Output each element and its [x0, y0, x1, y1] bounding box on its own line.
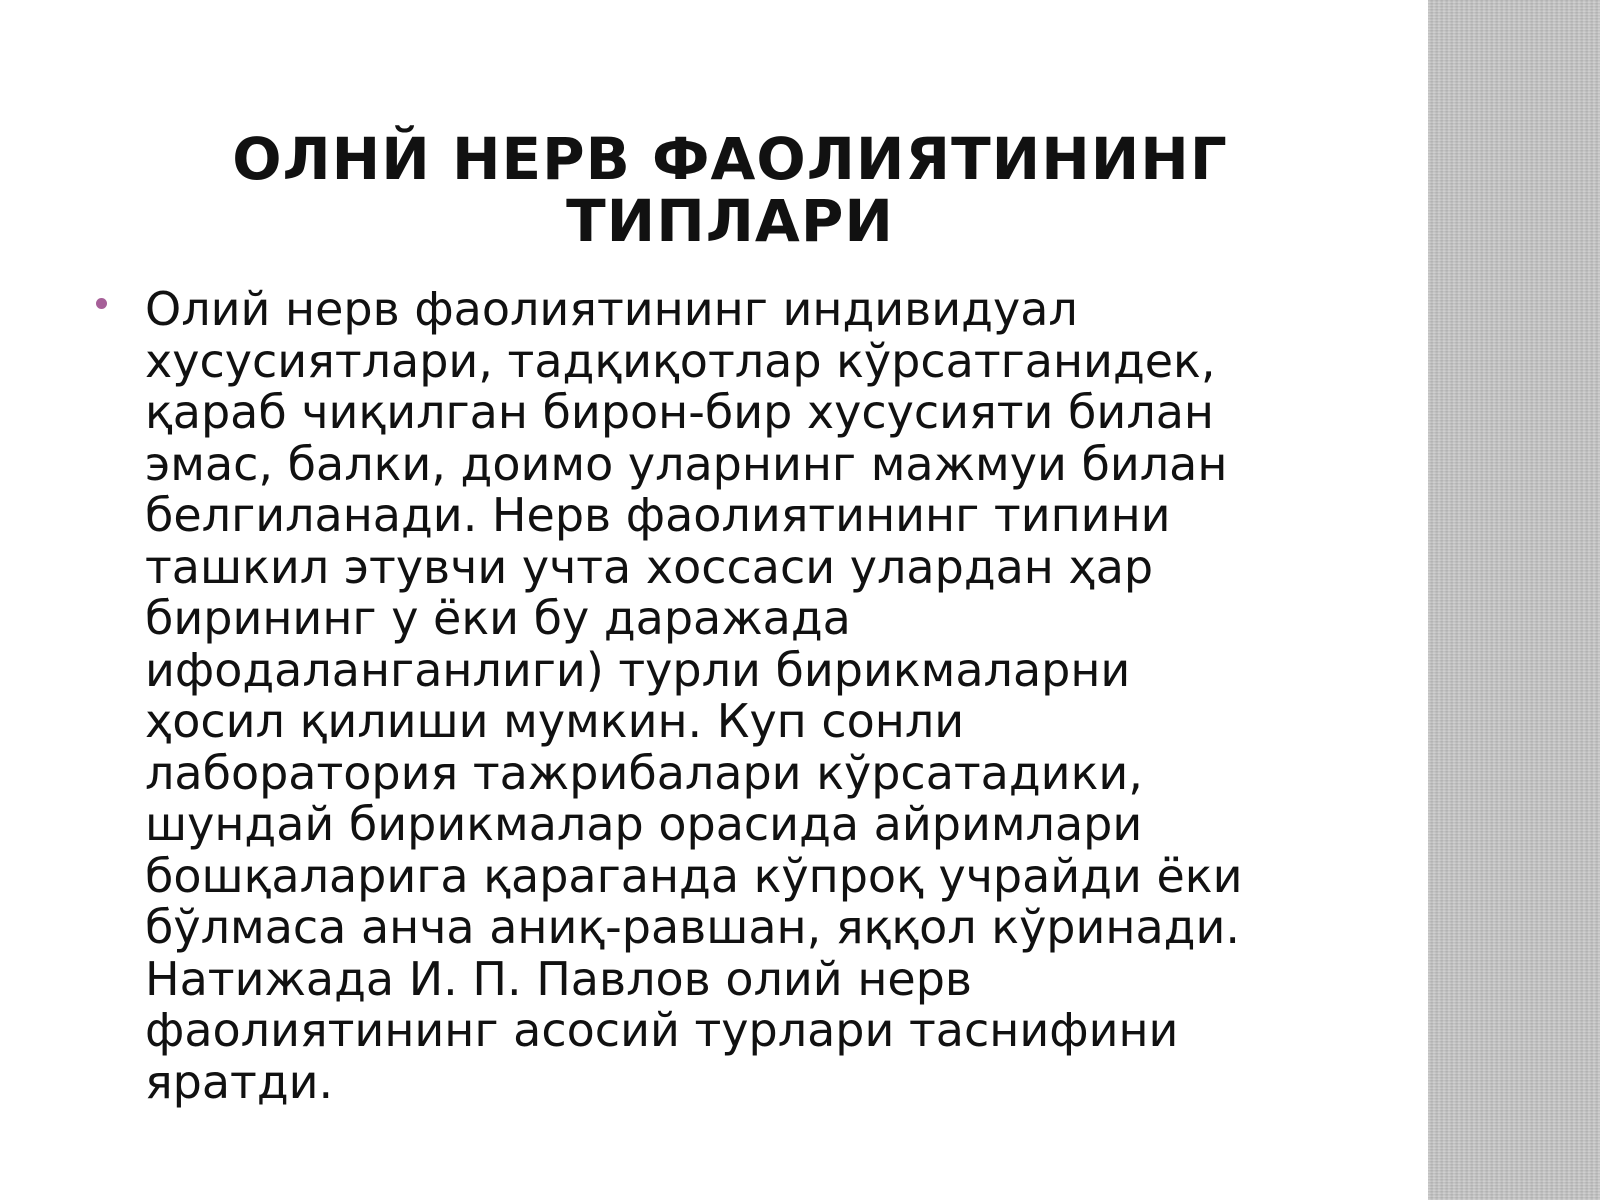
side-texture-panel — [1428, 0, 1600, 1200]
body-paragraph: Олий нерв фаолиятининг индивидуал хусусиятлари, тадқиқотлар кўрсатганидек, қараб чиқилган бирон-бир хусусияти билан эмас, балки, доимо уларнинг мажмуи билан белгиланади. Нерв фаолиятининг типини ташкил этувчи учта хоссаси улардан ҳар бирининг у ёки бу даражада ифодаланганлиги) турли бирикмаларни ҳосил қилиши мумкин. Куп сонли лаборатория тажрибалари кўрсатадики, шундай бирикмалар орасида айримлари бошқаларига қараганда кўпроқ учрайди ёки бўлмаса анча аниқ-равшан, яққол кўринади. Натижада И. П. Павлов олий нерв фаолиятининг асосий турлари таснифини яратди. — [145, 282, 1243, 1109]
bullet-dot — [96, 298, 107, 309]
slide-title: ОЛНЙ НЕРВ ФАОЛИЯТИНИНГ ТИПЛАРИ — [232, 125, 1228, 255]
